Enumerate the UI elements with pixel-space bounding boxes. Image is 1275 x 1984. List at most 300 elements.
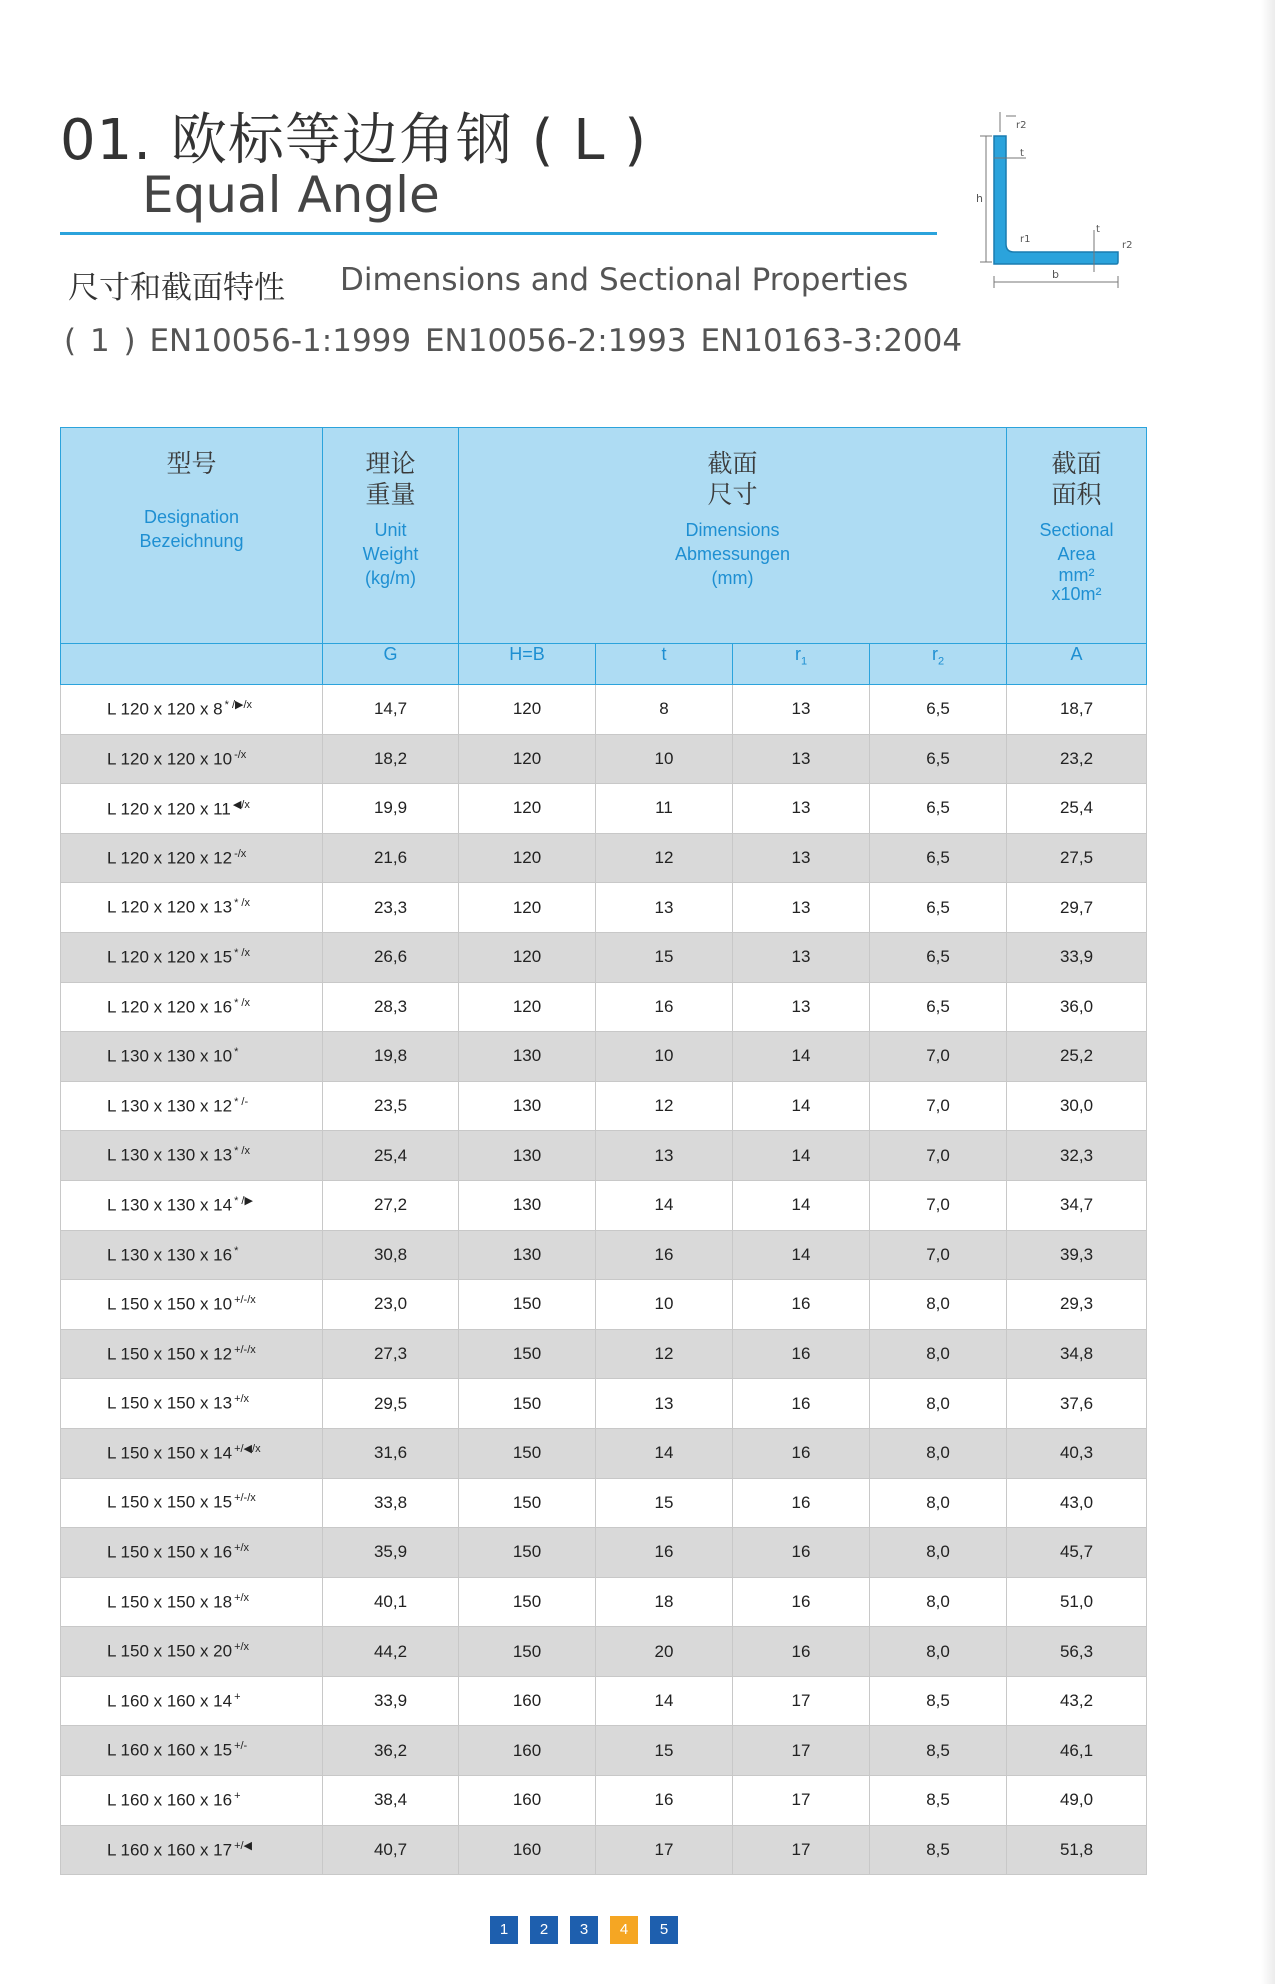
r1-cell (733, 1676, 870, 1726)
t-cell (596, 1825, 733, 1875)
designation-cell (61, 1825, 323, 1875)
designation-footnote-mark: * (234, 1046, 239, 1059)
designation-footnote-mark: +/x (234, 1591, 250, 1604)
designation-cell (61, 1081, 323, 1131)
r1-cell-text: 14 (791, 1046, 811, 1066)
r2-cell (870, 1776, 1007, 1826)
designation-footnote-mark: +/◀ (234, 1840, 253, 1853)
area-cell (1007, 784, 1147, 834)
t-cell-text: 16 (654, 1790, 674, 1810)
designation-cell-text: L 130 x 130 x 14 (107, 1196, 233, 1216)
t-cell-text: 10 (654, 748, 674, 768)
area-cell-text: 30,0 (1059, 1096, 1094, 1116)
table-row (61, 1379, 1147, 1429)
r1-cell-text: 16 (791, 1591, 811, 1611)
area-cell (1007, 1676, 1147, 1726)
t-cell (596, 1379, 733, 1429)
area-cell (1007, 1180, 1147, 1230)
r1-cell (733, 833, 870, 883)
r1-cell-text: 13 (791, 996, 811, 1016)
hb-cell-text: 120 (512, 798, 542, 818)
hb-cell (459, 1776, 596, 1826)
table-row (61, 1627, 1147, 1677)
area-cell (1007, 1478, 1147, 1528)
t-cell-text: 12 (654, 1344, 674, 1364)
r2-cell (870, 1180, 1007, 1230)
weight-cell (323, 1329, 459, 1379)
header-weight-zh1: 理论 (365, 449, 416, 478)
hb-cell (459, 932, 596, 982)
subheader-blank (61, 644, 323, 685)
subheader-r2 (870, 644, 1007, 685)
subtitle-en: Dimensions and Sectional Properties (340, 262, 909, 298)
weight-cell-text: 36,2 (373, 1740, 408, 1760)
r2-cell-text: 8,0 (926, 1294, 950, 1314)
r1-cell-text: 16 (791, 1542, 811, 1562)
r2-cell-text: 8,5 (926, 1691, 950, 1711)
t-cell (596, 883, 733, 933)
t-cell-text: 16 (654, 1542, 674, 1562)
area-cell-text: 34,7 (1059, 1195, 1094, 1215)
r1-cell (733, 784, 870, 834)
header-weight-zh2: 重量 (365, 480, 416, 509)
diagram-label-h: h (976, 192, 983, 205)
designation-cell (61, 1428, 323, 1478)
designation-cell-text: L 150 x 150 x 12 (107, 1344, 233, 1364)
r1-cell-text: 16 (791, 1443, 811, 1463)
r1-cell (733, 1329, 870, 1379)
diagram-label-r2-top: r2 (1016, 120, 1027, 131)
area-cell (1007, 1280, 1147, 1330)
hb-cell-text: 150 (512, 1641, 542, 1661)
subheader-r1 (733, 644, 870, 685)
header-weight (323, 428, 459, 644)
r2-cell (870, 1329, 1007, 1379)
r2-cell-text: 8,0 (926, 1443, 950, 1463)
hb-cell (459, 1280, 596, 1330)
area-cell-text: 34,8 (1059, 1344, 1094, 1364)
header-dimensions-en1: Dimensions (685, 520, 780, 540)
area-cell (1007, 1329, 1147, 1379)
hb-cell-text: 130 (512, 1145, 542, 1165)
designation-cell-text: L 130 x 130 x 12 (107, 1096, 233, 1116)
designation-cell-text: L 120 x 120 x 16 (107, 997, 233, 1017)
hb-cell-text: 150 (512, 1591, 542, 1611)
r2-cell-text: 8,0 (926, 1641, 950, 1661)
table-row (61, 833, 1147, 883)
table-row (61, 1081, 1147, 1131)
designation-cell-text: L 120 x 120 x 10 (107, 749, 233, 769)
area-cell-text: 46,1 (1059, 1740, 1094, 1760)
t-cell-text: 8 (659, 699, 669, 719)
page-button-3[interactable]: 3 (570, 1916, 598, 1944)
designation-footnote-mark: ◀/x (232, 798, 250, 811)
designation-cell (61, 982, 323, 1032)
hb-cell (459, 1528, 596, 1578)
area-cell-text: 25,4 (1059, 798, 1094, 818)
header-designation-zh: 型号 (166, 449, 217, 478)
header-weight-en3: (kg/m) (365, 568, 416, 588)
table-row (61, 784, 1147, 834)
hb-cell-text: 120 (512, 947, 542, 967)
designation-cell (61, 932, 323, 982)
r1-cell-text: 17 (791, 1740, 811, 1760)
r1-cell-text: 14 (791, 1096, 811, 1116)
designation-cell (61, 1131, 323, 1181)
table-row (61, 734, 1147, 784)
hb-cell (459, 1329, 596, 1379)
hb-cell-text: 150 (512, 1344, 542, 1364)
t-cell-text: 20 (654, 1641, 674, 1661)
weight-cell-text: 19,8 (373, 1046, 408, 1066)
standards-line: ( 1 ) EN10056-1:1999 EN10056-2:1993 EN10163-3:2004 (64, 323, 963, 359)
page-title-en: Equal Angle (142, 166, 440, 224)
equal-angle-diagram (966, 112, 1142, 288)
hb-cell (459, 1081, 596, 1131)
header-dimensions-zh2: 尺寸 (707, 480, 758, 509)
t-cell (596, 1032, 733, 1082)
hb-cell-text: 120 (512, 996, 542, 1016)
weight-cell-text: 19,9 (373, 798, 408, 818)
r2-cell (870, 1825, 1007, 1875)
r1-cell (733, 1776, 870, 1826)
r1-cell-text: 13 (791, 897, 811, 917)
hb-cell-text: 150 (512, 1393, 542, 1413)
hb-cell (459, 1131, 596, 1181)
hb-cell (459, 1825, 596, 1875)
t-cell-text: 15 (654, 1492, 674, 1512)
t-cell-text: 12 (654, 1096, 674, 1116)
r1-cell-text: 13 (791, 699, 811, 719)
r2-cell (870, 1577, 1007, 1627)
designation-footnote-mark: +/◀/x (234, 1443, 261, 1456)
page-button-1[interactable]: 1 (490, 1916, 518, 1944)
r2-cell-text: 6,5 (926, 848, 950, 868)
r2-cell-text: 8,5 (926, 1790, 950, 1810)
designation-cell (61, 685, 323, 735)
t-cell-text: 13 (654, 1145, 674, 1165)
t-cell (596, 1776, 733, 1826)
designation-cell-text: L 130 x 130 x 13 (107, 1145, 233, 1165)
table-row (61, 1329, 1147, 1379)
hb-cell-text: 160 (512, 1790, 542, 1810)
r2-cell-text: 7,0 (926, 1244, 950, 1264)
area-cell-text: 29,7 (1059, 897, 1094, 917)
r2-cell-text: 6,5 (926, 699, 950, 719)
area-cell-text: 43,2 (1059, 1691, 1094, 1711)
designation-cell-text: L 150 x 150 x 10 (107, 1294, 233, 1314)
weight-cell-text: 44,2 (373, 1641, 408, 1661)
table-row (61, 1230, 1147, 1280)
t-cell-text: 15 (654, 1740, 674, 1760)
weight-cell-text: 14,7 (373, 699, 408, 719)
angle-profile-shape (994, 136, 1118, 264)
area-cell-text: 45,7 (1059, 1542, 1094, 1562)
weight-cell (323, 1627, 459, 1677)
t-cell-text: 18 (654, 1591, 674, 1611)
designation-cell-text: L 120 x 120 x 11 (107, 799, 231, 819)
designation-footnote-mark: +/-/x (234, 1294, 256, 1307)
subheader-r1-sub: 1 (800, 655, 808, 668)
weight-cell-text: 23,3 (373, 897, 408, 917)
r2-cell-text: 6,5 (926, 996, 950, 1016)
weight-cell (323, 1379, 459, 1429)
hb-cell (459, 883, 596, 933)
weight-cell (323, 883, 459, 933)
hb-cell-text: 120 (512, 848, 542, 868)
weight-cell (323, 784, 459, 834)
t-cell (596, 1180, 733, 1230)
header-dimensions-en2: Abmessungen (674, 544, 791, 564)
r1-cell (733, 1478, 870, 1528)
t-cell (596, 1726, 733, 1776)
r2-cell-text: 7,0 (926, 1096, 950, 1116)
weight-cell-text: 23,0 (373, 1294, 408, 1314)
r1-cell-text: 14 (791, 1195, 811, 1215)
designation-cell (61, 883, 323, 933)
area-cell-text: 56,3 (1059, 1641, 1094, 1661)
r1-cell-text: 16 (791, 1641, 811, 1661)
r1-cell-text: 16 (791, 1393, 811, 1413)
r1-cell (733, 932, 870, 982)
hb-cell-text: 160 (512, 1691, 542, 1711)
designation-footnote-mark: * /▶ (234, 1195, 253, 1208)
designation-cell (61, 734, 323, 784)
area-cell (1007, 982, 1147, 1032)
hb-cell-text: 150 (512, 1542, 542, 1562)
hb-cell-text: 150 (512, 1443, 542, 1463)
r2-cell-text: 8,0 (926, 1344, 950, 1364)
designation-footnote-mark: * /x (234, 1145, 250, 1158)
r1-cell (733, 982, 870, 1032)
header-designation-en1: Designation (143, 507, 240, 527)
area-cell-text: 27,5 (1059, 848, 1094, 868)
page-button-4[interactable]: 4 (610, 1916, 638, 1944)
r1-cell (733, 1032, 870, 1082)
designation-cell-text: L 150 x 150 x 16 (107, 1542, 233, 1562)
weight-cell (323, 734, 459, 784)
weight-cell-text: 40,1 (373, 1591, 408, 1611)
r2-cell (870, 1230, 1007, 1280)
designation-footnote-mark: +/x (234, 1641, 250, 1654)
r1-cell (733, 685, 870, 735)
subheader-r1-letter: r (794, 644, 801, 664)
weight-cell (323, 1032, 459, 1082)
designation-footnote-mark: -/x (234, 748, 247, 761)
r2-cell (870, 1726, 1007, 1776)
page-button-2[interactable]: 2 (530, 1916, 558, 1944)
designation-cell (61, 784, 323, 834)
designation-footnote-mark: -/x (234, 847, 247, 860)
weight-cell-text: 40,7 (373, 1839, 408, 1859)
subheader-r2-sub: 2 (937, 655, 945, 668)
subtitle-zh: 尺寸和截面特性 (68, 270, 285, 306)
weight-cell-text: 33,9 (373, 1691, 408, 1711)
t-cell-text: 13 (654, 1393, 674, 1413)
r2-cell-text: 8,0 (926, 1393, 950, 1413)
area-cell-text: 33,9 (1059, 947, 1094, 967)
designation-cell-text: L 160 x 160 x 15 (107, 1741, 233, 1761)
area-cell-text: 43,0 (1059, 1492, 1094, 1512)
area-cell-text: 39,3 (1059, 1244, 1094, 1264)
header-dimensions-zh1: 截面 (707, 449, 758, 478)
r2-cell (870, 1032, 1007, 1082)
weight-cell (323, 1230, 459, 1280)
designation-cell (61, 1280, 323, 1330)
r2-cell-text: 8,5 (926, 1740, 950, 1760)
t-cell (596, 1131, 733, 1181)
designation-cell-text: L 160 x 160 x 16 (107, 1790, 233, 1810)
designation-cell-text: L 120 x 120 x 15 (107, 947, 233, 967)
designation-footnote-mark: +/x (234, 1542, 250, 1555)
t-cell (596, 1577, 733, 1627)
area-cell-text: 25,2 (1059, 1046, 1094, 1066)
r1-cell-text: 17 (791, 1691, 811, 1711)
subheader-g: G (323, 644, 459, 685)
r1-cell-text: 13 (791, 848, 811, 868)
area-cell (1007, 833, 1147, 883)
title-divider (60, 232, 937, 235)
table-row (61, 1478, 1147, 1528)
t-cell (596, 1627, 733, 1677)
r2-cell (870, 1428, 1007, 1478)
r1-cell-text: 13 (791, 798, 811, 818)
hb-cell (459, 1726, 596, 1776)
page-edge-shadow (1261, 0, 1275, 1984)
weight-cell-text: 38,4 (373, 1790, 408, 1810)
r1-cell (733, 1627, 870, 1677)
t-cell (596, 1428, 733, 1478)
weight-cell-text: 27,2 (373, 1195, 408, 1215)
header-dimensions-en3: (mm) (711, 568, 754, 588)
designation-cell-text: L 160 x 160 x 14 (107, 1691, 233, 1711)
t-cell-text: 11 (655, 798, 673, 818)
r1-cell (733, 1131, 870, 1181)
hb-cell-text: 120 (512, 748, 542, 768)
hb-cell (459, 784, 596, 834)
area-cell-text: 29,3 (1059, 1294, 1094, 1314)
r2-cell-text: 8,5 (926, 1839, 950, 1859)
table-body (61, 685, 1147, 1875)
designation-cell (61, 1528, 323, 1578)
weight-cell (323, 1726, 459, 1776)
weight-cell (323, 1081, 459, 1131)
subheader-hb: H=B (459, 644, 596, 685)
area-cell (1007, 1379, 1147, 1429)
t-cell-text: 16 (654, 1244, 674, 1264)
weight-cell (323, 833, 459, 883)
r2-cell (870, 1379, 1007, 1429)
t-cell (596, 1230, 733, 1280)
r2-cell (870, 1081, 1007, 1131)
weight-cell-text: 29,5 (373, 1393, 408, 1413)
designation-footnote-mark: +/x (234, 1393, 250, 1406)
hb-cell-text: 130 (512, 1195, 542, 1215)
area-cell-text: 23,2 (1059, 748, 1094, 768)
header-dimensions (459, 428, 1007, 644)
hb-cell-text: 120 (512, 897, 542, 917)
hb-cell (459, 734, 596, 784)
t-cell-text: 14 (654, 1691, 674, 1711)
hb-cell-text: 160 (512, 1740, 542, 1760)
table-row (61, 1428, 1147, 1478)
weight-cell (323, 1180, 459, 1230)
hb-cell-text: 160 (512, 1839, 542, 1859)
t-cell (596, 685, 733, 735)
header-area-en4: x10m² (1051, 584, 1102, 604)
r2-cell (870, 1478, 1007, 1528)
weight-cell-text: 26,6 (373, 947, 408, 967)
area-cell-text: 32,3 (1059, 1145, 1094, 1165)
designation-cell (61, 1329, 323, 1379)
t-cell-text: 10 (654, 1046, 674, 1066)
header-weight-en1: Unit (374, 520, 407, 540)
header-area-en2: Area (1057, 544, 1096, 564)
designation-cell-text: L 130 x 130 x 16 (107, 1245, 233, 1265)
r1-cell (733, 1825, 870, 1875)
table-row (61, 1577, 1147, 1627)
r2-cell (870, 685, 1007, 735)
designation-footnote-mark: * /▶/x (224, 699, 253, 712)
table-row (61, 1776, 1147, 1826)
area-cell (1007, 734, 1147, 784)
table-row (61, 1825, 1147, 1875)
t-cell (596, 1676, 733, 1726)
r2-cell-text: 8,0 (926, 1492, 950, 1512)
header-designation (61, 428, 323, 644)
hb-cell-text: 130 (512, 1096, 542, 1116)
weight-cell (323, 982, 459, 1032)
designation-cell (61, 1180, 323, 1230)
area-cell-text: 36,0 (1059, 996, 1094, 1016)
r1-cell (733, 1379, 870, 1429)
weight-cell-text: 21,6 (373, 848, 408, 868)
designation-cell-text: L 150 x 150 x 18 (107, 1592, 233, 1612)
hb-cell (459, 1180, 596, 1230)
r1-cell-text: 16 (791, 1344, 811, 1364)
area-cell (1007, 883, 1147, 933)
t-cell (596, 1329, 733, 1379)
t-cell (596, 784, 733, 834)
area-cell (1007, 1776, 1147, 1826)
designation-cell-text: L 150 x 150 x 15 (107, 1493, 233, 1513)
weight-cell (323, 1825, 459, 1875)
designation-cell (61, 1379, 323, 1429)
area-cell-text: 51,0 (1059, 1591, 1094, 1611)
designation-footnote-mark: * /x (234, 996, 250, 1009)
designation-cell-text: L 120 x 120 x 13 (107, 898, 233, 917)
designation-cell-text: L 150 x 150 x 14 (107, 1444, 233, 1464)
header-area (1007, 428, 1147, 644)
r1-cell-text: 17 (791, 1839, 811, 1859)
area-cell (1007, 1131, 1147, 1181)
r2-cell-text: 6,5 (926, 947, 950, 967)
table-row (61, 1528, 1147, 1578)
designation-cell-text: L 160 x 160 x 17 (107, 1840, 233, 1860)
header-area-zh1: 截面 (1051, 449, 1102, 478)
area-cell-text: 37,6 (1059, 1393, 1094, 1413)
subheader-t: t (596, 644, 733, 685)
header-area-en3: mm² (1058, 565, 1095, 585)
r2-cell (870, 833, 1007, 883)
t-cell-text: 17 (654, 1839, 674, 1859)
r1-cell-text: 13 (791, 947, 811, 967)
r2-cell-text: 8,0 (926, 1591, 950, 1611)
page-button-5[interactable]: 5 (650, 1916, 678, 1944)
r2-cell (870, 734, 1007, 784)
t-cell (596, 734, 733, 784)
subheader-a: A (1007, 644, 1147, 685)
